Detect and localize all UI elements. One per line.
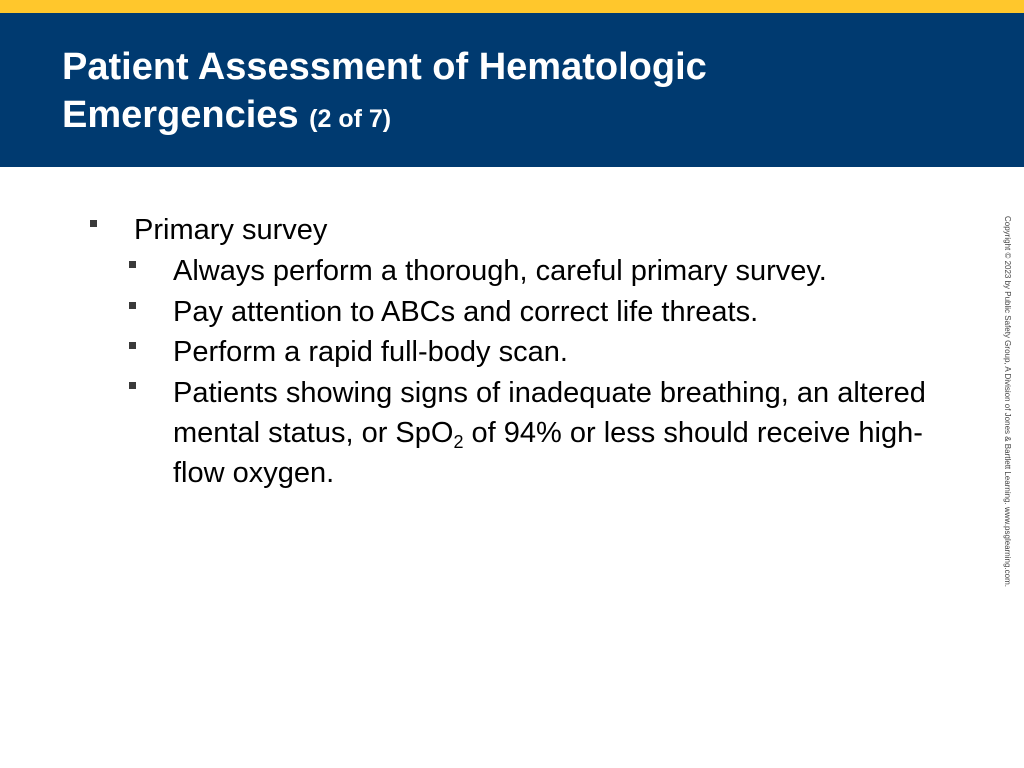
bullet-marker-thorough-survey bbox=[129, 261, 136, 268]
bullet-marker-primary-survey bbox=[90, 220, 97, 227]
bullet-marker-high-flow-oxygen bbox=[129, 382, 136, 389]
copyright-notice: Copyright © 2023 by Public Safety Group, A Division of Jones & Bartlett Learning. www.psglearning.com. bbox=[1003, 216, 1012, 587]
bullet-abcs: Pay attention to ABCs and correct life threats. bbox=[173, 296, 759, 328]
oxygen-text-after: of 94% or less should receive high-flow oxygen. bbox=[173, 417, 923, 489]
bullet-primary-survey: Primary survey bbox=[134, 214, 328, 246]
slide-title-main: Patient Assessment of Hematologic Emergencies bbox=[62, 46, 707, 136]
accent-bar bbox=[0, 0, 1024, 13]
bullet-marker-full-body-scan bbox=[129, 342, 136, 349]
slide-title bbox=[62, 43, 942, 143]
spo2-subscript: 2 bbox=[453, 432, 464, 452]
bullet-full-body-scan: Perform a rapid full-body scan. bbox=[173, 336, 568, 368]
bullet-high-flow-oxygen bbox=[173, 373, 933, 493]
bullet-marker-abcs bbox=[129, 302, 136, 309]
oxygen-text-before: Patients showing signs of inadequate breathing, an altered mental status, or SpO bbox=[173, 377, 926, 449]
slide-title-part: (2 of 7) bbox=[309, 105, 392, 133]
bullet-thorough-survey: Always perform a thorough, careful primary survey. bbox=[173, 255, 827, 287]
